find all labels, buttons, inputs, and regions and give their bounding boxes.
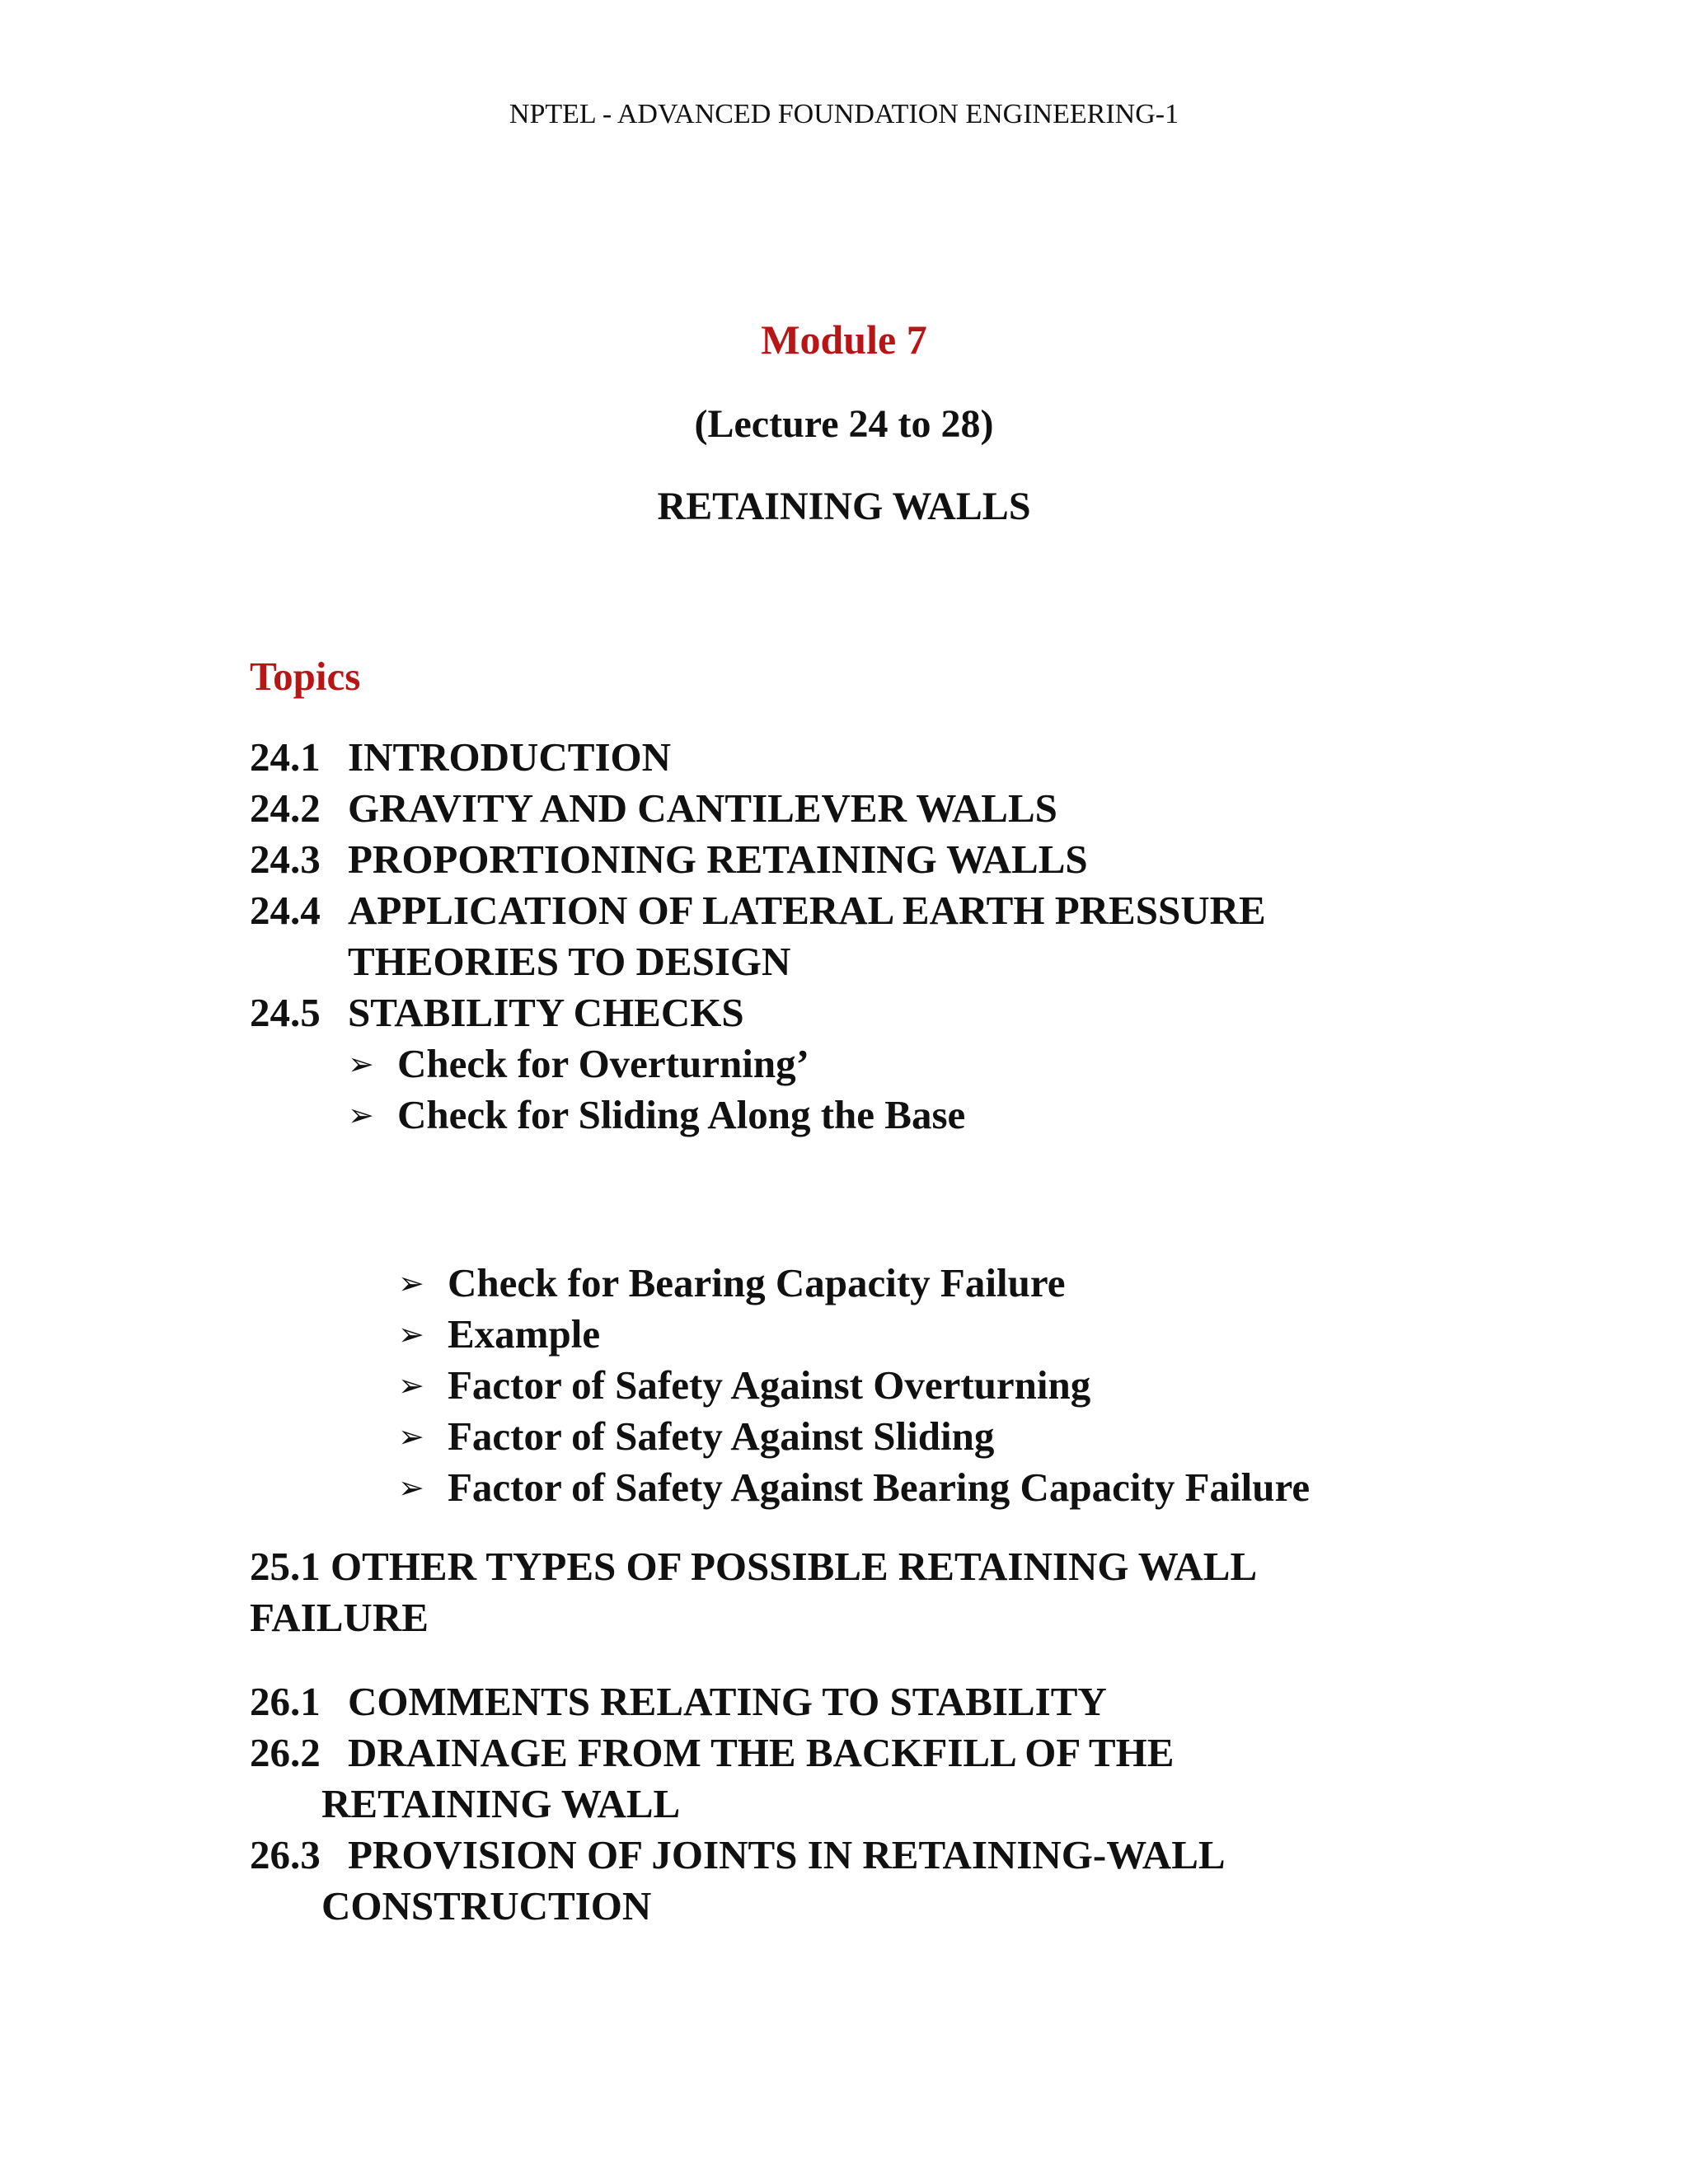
toc-text: GRAVITY AND CANTILEVER WALLS <box>348 785 1057 831</box>
lecture-range: (Lecture 24 to 28) <box>694 402 994 446</box>
module-title: Module 7 <box>761 316 927 363</box>
toc-text-continued: CONSTRUCTION <box>321 1883 652 1929</box>
arrow-bullet-icon: ➢ <box>398 1265 424 1301</box>
toc-number: 26.1 <box>250 1679 321 1724</box>
toc-text: INTRODUCTION <box>348 734 672 780</box>
arrow-bullet-icon: ➢ <box>398 1469 424 1506</box>
bullet-text: Factor of Safety Against Sliding <box>448 1413 995 1459</box>
toc-text: PROPORTIONING RETAINING WALLS <box>348 837 1088 882</box>
arrow-bullet-icon: ➢ <box>348 1097 374 1133</box>
toc-number: 24.1 <box>250 734 321 780</box>
bullet-text: Check for Overturning’ <box>397 1041 809 1086</box>
toc-text: COMMENTS RELATING TO STABILITY <box>348 1679 1107 1724</box>
toc-number: 26.2 <box>250 1730 321 1775</box>
toc-number: 24.3 <box>250 837 321 882</box>
bullet-text: Example <box>448 1311 601 1357</box>
toc-number: 24.2 <box>250 785 321 831</box>
toc-number: 24.4 <box>250 888 321 933</box>
arrow-bullet-icon: ➢ <box>348 1046 374 1082</box>
arrow-bullet-icon: ➢ <box>398 1367 424 1404</box>
toc-text: DRAINAGE FROM THE BACKFILL OF THE <box>348 1730 1175 1775</box>
toc-text: 25.1 OTHER TYPES OF POSSIBLE RETAINING WALL <box>250 1544 1258 1589</box>
toc-text: STABILITY CHECKS <box>348 990 744 1035</box>
toc-number: 24.5 <box>250 990 321 1035</box>
toc-text-continued: THEORIES TO DESIGN <box>348 939 791 984</box>
arrow-bullet-icon: ➢ <box>398 1418 424 1455</box>
toc-text-continued: FAILURE <box>250 1595 429 1640</box>
arrow-bullet-icon: ➢ <box>398 1316 424 1352</box>
toc-number: 26.3 <box>250 1832 321 1877</box>
bullet-text: Check for Bearing Capacity Failure <box>448 1260 1066 1305</box>
page-header: NPTEL - ADVANCED FOUNDATION ENGINEERING-1 <box>509 99 1179 129</box>
toc-text-continued: RETAINING WALL <box>321 1781 681 1826</box>
topics-heading: Topics <box>250 654 361 699</box>
toc-text: PROVISION OF JOINTS IN RETAINING-WALL <box>348 1832 1226 1877</box>
bullet-text: Check for Sliding Along the Base <box>397 1092 966 1137</box>
chapter-title: RETAINING WALLS <box>657 485 1031 528</box>
bullet-text: Factor of Safety Against Overturning <box>448 1362 1091 1408</box>
bullet-text: Factor of Safety Against Bearing Capacity Failure <box>448 1465 1311 1510</box>
toc-text: APPLICATION OF LATERAL EARTH PRESSURE <box>348 888 1266 933</box>
